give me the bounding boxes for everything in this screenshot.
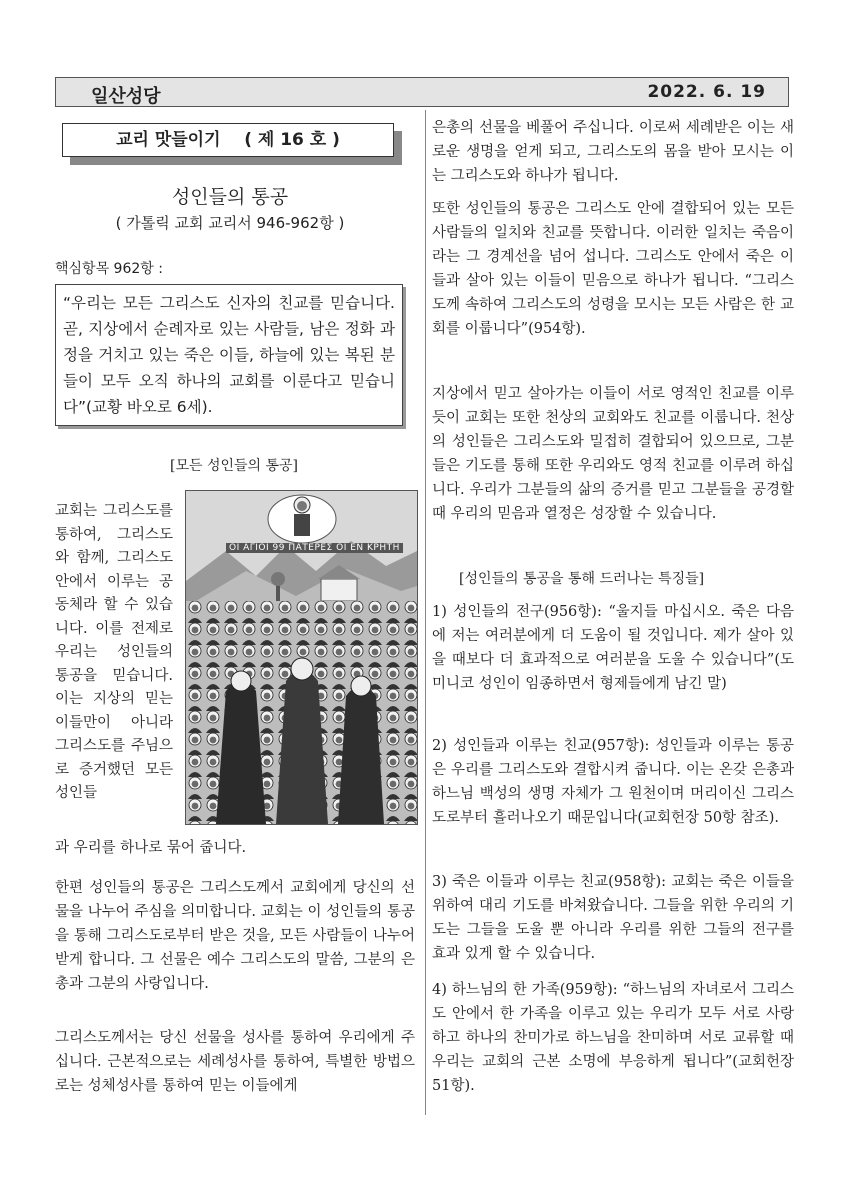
feature-4: 4) 하느님의 한 가족(959항): “하느님의 자녀로서 그리스도 안에서 한 가족을 이루고 있는 우리가 모두 서로 사랑하고 하나의 찬미가로 하느님을 찬미하며 서로 교류할 때 우리는 교회의 근본 소명에 부응하게 됩니다”(교회헌장 51항). xyxy=(432,982,794,1094)
feature-2: 2) 성인들과 이루는 친교(957항): 성인들과 이루는 통공은 우리를 그리스도와 결합시켜 줍니다. 이는 온갖 은총과 하느님 백성의 생명 자체가 그 원천이며 머리이신 그리스도로부터 흘러나오기 때문입니다(교회헌장 50항 참조). xyxy=(432,738,794,826)
section-heading-features: [성인들의 통공을 통해 드러나는 특징들] xyxy=(459,571,705,587)
right-paragraph-3: 지상에서 믿고 살아가는 이들이 서로 영적인 친교를 이루듯이 교회는 또한 천상의 교회와도 친교를 이룹니다. 천상의 성인들은 그리스도와 밀접히 결합되어 있으므로, 그분들은 기도를 통해 또한 우리와도 영적 친교를 이루려 하십니다. 우리가 그분들의 삶의 증거를 믿고 그분들을 공경할 때 우리의 믿음과 열정은 성장할 수 있습니다. xyxy=(432,386,794,522)
right-paragraph-2: 또한 성인들의 통공은 그리스도 안에 결합되어 있는 모든 사람들의 일치와 친교를 뜻합니다. 이러한 일치는 죽음이라는 그 경계선을 넘어 섭니다. 그리스도 안에서 죽은 이들과 살아 있는 이들이 믿음으로 하나가 됩니다. “그리스도께 속하여 그리스도의 성령을 모시는 모든 사람은 한 교회를 이룹니다”(954항). xyxy=(432,201,794,337)
right-paragraph-1: 은총의 선물을 베풀어 주십니다. 이로써 세례받은 이는 새로운 생명을 얻게 되고, 그리스도의 몸을 받아 모시는 이는 그리스도와 하나가 됩니다. xyxy=(432,120,794,184)
left-paragraph-2: 한편 성인들의 통공은 그리스도께서 교회에게 당신의 선물을 나누어 주심을 의미합니다. 교회는 이 성인들의 통공을 통해 그리스도로부터 받은 것을, 모든 사람들이 나누어 받게 합니다. 그 선물은 예수 그리스도의 말씀, 그분의 은총과 그분의 사랑입니다. xyxy=(55,880,415,992)
column-divider xyxy=(425,110,426,1115)
issue-date: 2022. 6. 19 xyxy=(647,82,766,102)
left-paragraph-1-end: 과 우리를 하나로 묶어 줍니다. xyxy=(55,840,247,856)
page-subtitle: ( 가톨릭 교회 교리서 946-962항 ) xyxy=(115,214,345,232)
page-title: 성인들의 통공 xyxy=(171,186,289,208)
feature-3: 3) 죽은 이들과 이루는 친교(958항): 교회는 죽은 이들을 위하여 대리 기도를 바쳐왔습니다. 그들을 위한 우리의 기도는 그들을 도울 뿐 아니라 우리를 위한 그들의 전구를 효과 있게 할 수 있습니다. xyxy=(432,874,794,962)
issue-title-box xyxy=(62,123,402,163)
left-paragraph-3: 그리스도께서는 당신 선물을 성사를 통하여 우리에게 주십니다. 근본적으로는 세례성사를 통하여, 특별한 방법으로는 성체성사를 통하여 믿는 이들에게 xyxy=(55,1030,415,1094)
header-bar xyxy=(55,77,789,107)
core-item-label: 핵심항목 962항 : xyxy=(55,261,163,277)
saints-icon-image xyxy=(185,490,418,825)
core-quote-box: “우리는 모든 그리스도 신자의 친교를 믿습니다. 곧, 지상에서 순례자로 있는 사람들, 남은 정화 과정을 거치고 있는 죽은 이들, 하늘에 있는 복된 분들이 모두 오직 하나의 교회를 이룬다고 믿습니다”(교황 바오로 6세). xyxy=(55,284,403,426)
feature-1: 1) 성인들의 전구(956항): “울지들 마십시오. 죽은 다음에 저는 여러분에게 더 도움이 될 것입니다. 제가 살아 있을 때보다 더 효과적으로 여러분을 도울 수 있습니다”(도미니코 성인이 임종하면서 형제들에게 남긴 말) xyxy=(432,604,794,692)
issue-label: 교리 맛들이기 ( 제 16 호 ) xyxy=(62,123,394,157)
image-caption: ΟΙ ΑΓΙΟΙ 99 ΠΑΤΕΡΕΣ ΟΙ ΕΝ ΚΡΗΤΗ xyxy=(226,543,403,553)
left-paragraph-1: 교회는 그리스도를 통하여, 그리스도와 함께, 그리스도 안에서 이루는 공동체라 할 수 있습니다. 이를 전제로 우리는 성인들의 통공을 믿습니다. 이는 지상의 믿는이들만이 아니라 그리스도를 주님으로 증거했던 모든 성인들 xyxy=(55,503,173,801)
parish-name: 일산성당 xyxy=(91,86,161,107)
saints-icon xyxy=(186,491,417,824)
section-heading-communion: [모든 성인들의 통공] xyxy=(170,458,299,474)
